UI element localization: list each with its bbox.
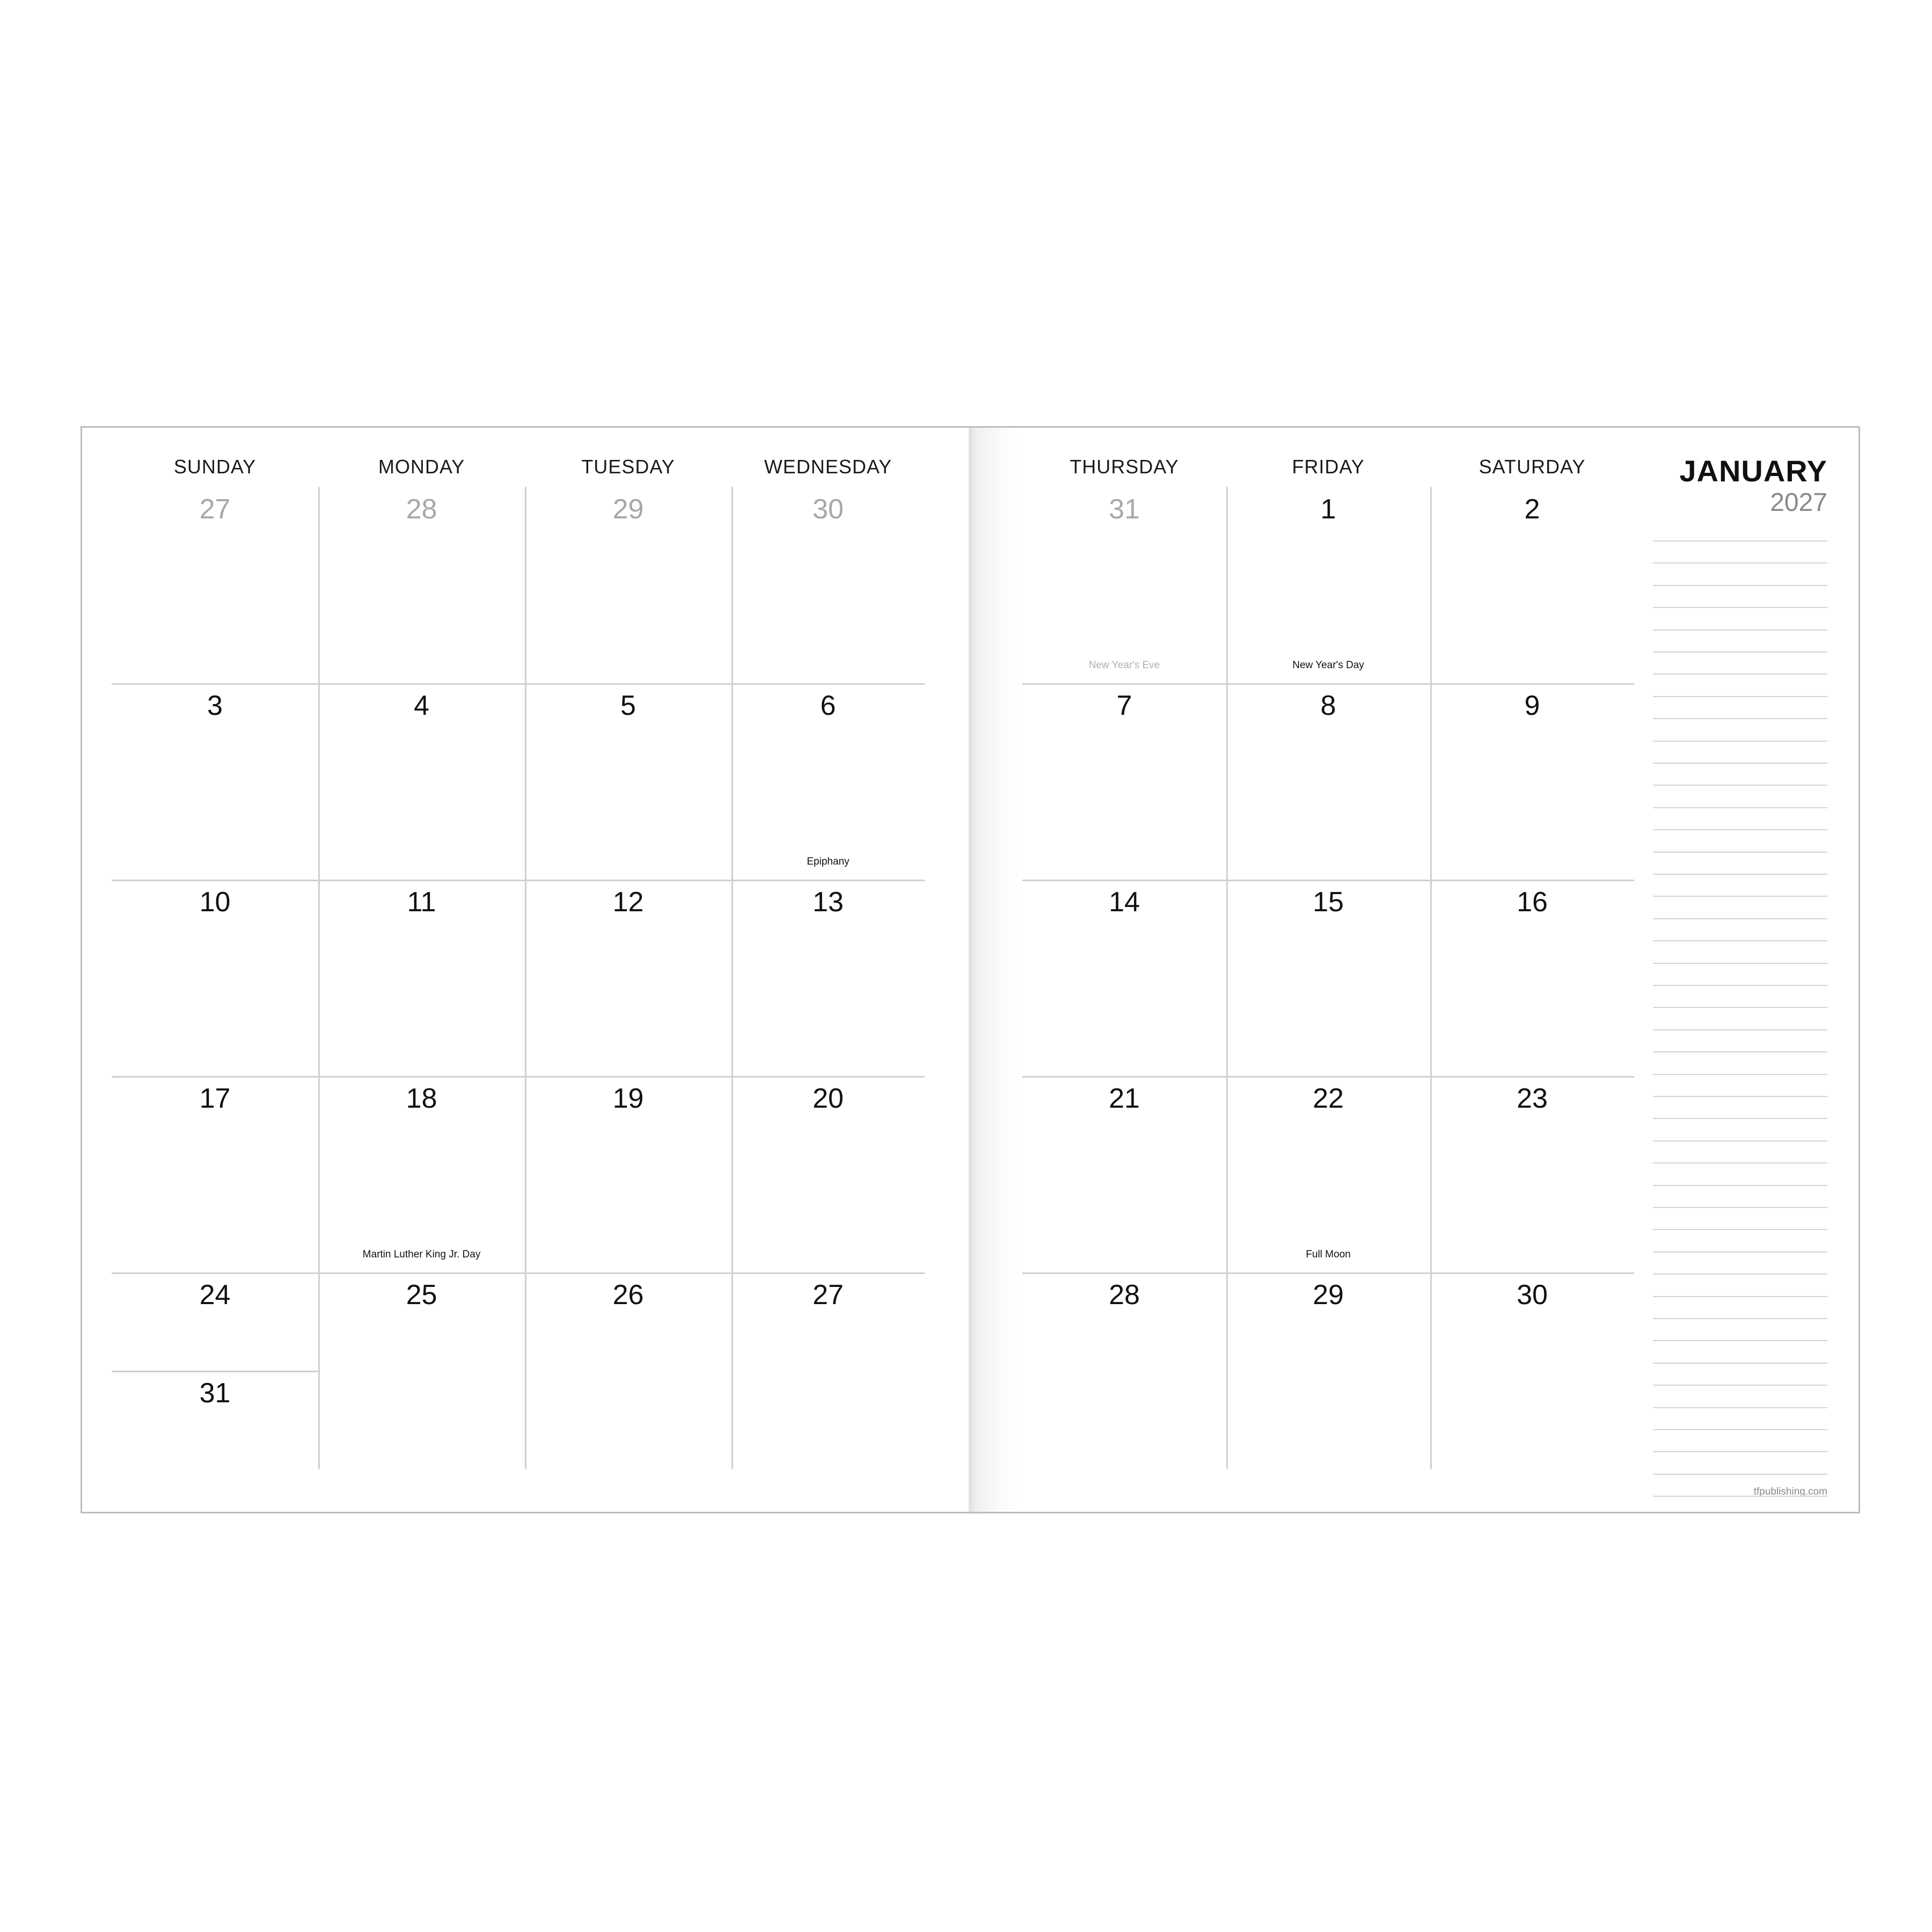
day-number: 25 xyxy=(406,1279,437,1311)
day-cell[interactable] xyxy=(525,487,731,683)
day-cell[interactable] xyxy=(1226,683,1430,880)
day-number: 27 xyxy=(199,494,231,525)
day-number: 9 xyxy=(1524,690,1540,721)
day-number: 31 xyxy=(199,1378,231,1409)
notes-line[interactable] xyxy=(1653,540,1827,541)
publisher-url: tfpublishing.com xyxy=(1753,1486,1827,1497)
day-cell[interactable] xyxy=(112,487,318,683)
day-number: 19 xyxy=(612,1083,644,1114)
notes-line[interactable] xyxy=(1653,1185,1827,1186)
day-number: 26 xyxy=(612,1279,644,1311)
notes-line[interactable] xyxy=(1653,852,1827,853)
notes-line[interactable] xyxy=(1653,1274,1827,1275)
notes-line[interactable] xyxy=(1653,1407,1827,1408)
notes-line[interactable] xyxy=(1653,1029,1827,1030)
binding-gutter xyxy=(969,428,1020,1512)
notes-line[interactable] xyxy=(1653,585,1827,586)
notes-line[interactable] xyxy=(1653,874,1827,875)
day-cell[interactable] xyxy=(1226,880,1430,1076)
day-header-tuesday: TUESDAY xyxy=(581,456,675,478)
notes-line[interactable] xyxy=(1653,896,1827,897)
holiday-label: New Year's Eve xyxy=(1088,660,1160,671)
notes-line[interactable] xyxy=(1653,1096,1827,1097)
day-cell[interactable] xyxy=(112,880,318,1076)
day-cell[interactable] xyxy=(112,683,318,880)
notes-line[interactable] xyxy=(1653,1496,1827,1497)
day-number: 17 xyxy=(199,1083,231,1114)
day-number: 31 xyxy=(1109,494,1140,525)
notes-line[interactable] xyxy=(1653,1252,1827,1253)
month-title: JANUARY xyxy=(1679,454,1827,488)
day-cell[interactable] xyxy=(318,1272,525,1469)
notes-line[interactable] xyxy=(1653,674,1827,675)
day-cell[interactable] xyxy=(1430,1076,1634,1272)
left-page xyxy=(112,428,925,1512)
holiday-label: New Year's Day xyxy=(1292,660,1364,671)
day-cell[interactable] xyxy=(731,683,925,880)
day-cell[interactable] xyxy=(1022,487,1226,683)
notes-line[interactable] xyxy=(1653,1474,1827,1475)
day-number: 14 xyxy=(1109,887,1140,918)
day-number: 12 xyxy=(612,887,644,918)
day-header-wednesday: WEDNESDAY xyxy=(764,456,892,478)
notes-line[interactable] xyxy=(1653,918,1827,919)
day-number: 16 xyxy=(1517,887,1548,918)
split-cell-separator xyxy=(112,1371,318,1372)
day-cell[interactable] xyxy=(731,1272,925,1469)
day-number: 29 xyxy=(1313,1279,1344,1311)
notes-line[interactable] xyxy=(1653,630,1827,631)
day-cell[interactable] xyxy=(318,487,525,683)
notes-line[interactable] xyxy=(1653,1207,1827,1208)
notes-line[interactable] xyxy=(1653,1318,1827,1319)
notes-line[interactable] xyxy=(1653,1363,1827,1364)
planner-spread xyxy=(80,426,1860,1513)
day-cell[interactable] xyxy=(112,1272,318,1469)
day-cell[interactable] xyxy=(525,1076,731,1272)
day-number: 30 xyxy=(813,494,844,525)
notes-line[interactable] xyxy=(1653,829,1827,830)
notes-line[interactable] xyxy=(1653,652,1827,653)
day-cell[interactable] xyxy=(1430,683,1634,880)
day-cell[interactable] xyxy=(525,683,731,880)
notes-line[interactable] xyxy=(1653,763,1827,764)
day-number: 20 xyxy=(813,1083,844,1114)
day-cell[interactable] xyxy=(1022,1076,1226,1272)
day-cell[interactable] xyxy=(318,683,525,880)
day-cell[interactable] xyxy=(731,880,925,1076)
day-number: 28 xyxy=(406,494,437,525)
day-cell[interactable] xyxy=(1226,487,1430,683)
day-cell[interactable] xyxy=(731,487,925,683)
day-header-thursday: THURSDAY xyxy=(1070,456,1179,478)
day-cell[interactable] xyxy=(318,880,525,1076)
notes-line[interactable] xyxy=(1653,1074,1827,1075)
notes-line[interactable] xyxy=(1653,718,1827,719)
day-cell[interactable] xyxy=(1022,1272,1226,1469)
day-header-friday: FRIDAY xyxy=(1292,456,1365,478)
holiday-label: Martin Luther King Jr. Day xyxy=(362,1249,481,1260)
day-cell[interactable] xyxy=(1226,1272,1430,1469)
notes-line[interactable] xyxy=(1653,1118,1827,1119)
day-header-sunday: SUNDAY xyxy=(173,456,257,478)
day-header-saturday: SATURDAY xyxy=(1479,456,1586,478)
notes-line[interactable] xyxy=(1653,985,1827,986)
day-cell[interactable] xyxy=(112,1076,318,1272)
day-number: 30 xyxy=(1517,1279,1548,1311)
day-number: 13 xyxy=(813,887,844,918)
notes-line[interactable] xyxy=(1653,963,1827,964)
day-header-monday: MONDAY xyxy=(378,456,465,478)
day-cell[interactable] xyxy=(1430,1272,1634,1469)
day-number: 10 xyxy=(199,887,231,918)
day-cell[interactable] xyxy=(1430,487,1634,683)
day-number: 11 xyxy=(407,887,436,918)
year-label: 2027 xyxy=(1770,488,1827,517)
notes-line[interactable] xyxy=(1653,807,1827,808)
notes-line[interactable] xyxy=(1653,1007,1827,1008)
notes-line[interactable] xyxy=(1653,562,1827,564)
binding-gutter-edge xyxy=(969,428,976,1512)
notes-line[interactable] xyxy=(1653,1051,1827,1052)
day-cell[interactable] xyxy=(1022,880,1226,1076)
day-cell[interactable] xyxy=(731,1076,925,1272)
day-number: 8 xyxy=(1320,690,1336,721)
day-number: 21 xyxy=(1109,1083,1140,1114)
day-cell[interactable] xyxy=(1430,880,1634,1076)
right-page xyxy=(1022,428,1860,1512)
notes-line[interactable] xyxy=(1653,1296,1827,1297)
day-number: 29 xyxy=(612,494,644,525)
day-number: 3 xyxy=(207,690,223,721)
notes-line[interactable] xyxy=(1653,940,1827,941)
day-number: 18 xyxy=(406,1083,437,1114)
day-number: 4 xyxy=(414,690,429,721)
notes-line[interactable] xyxy=(1653,785,1827,786)
day-number: 1 xyxy=(1320,494,1336,525)
notes-line[interactable] xyxy=(1653,1340,1827,1341)
notes-line[interactable] xyxy=(1653,1162,1827,1163)
day-number: 15 xyxy=(1313,887,1344,918)
day-number: 27 xyxy=(813,1279,844,1311)
holiday-label: Full Moon xyxy=(1306,1249,1351,1260)
day-number: 24 xyxy=(199,1279,231,1311)
notes-line[interactable] xyxy=(1653,1140,1827,1141)
day-number: 28 xyxy=(1109,1279,1140,1311)
notes-line[interactable] xyxy=(1653,1229,1827,1230)
notes-line[interactable] xyxy=(1653,1451,1827,1452)
notes-line[interactable] xyxy=(1653,1429,1827,1430)
notes-line[interactable] xyxy=(1653,1385,1827,1386)
notes-line[interactable] xyxy=(1653,741,1827,742)
day-number: 2 xyxy=(1524,494,1540,525)
day-cell[interactable] xyxy=(1022,683,1226,880)
day-number: 5 xyxy=(620,690,636,721)
day-cell[interactable] xyxy=(1226,1076,1430,1272)
notes-line[interactable] xyxy=(1653,696,1827,697)
day-cell[interactable] xyxy=(525,1272,731,1469)
day-number: 6 xyxy=(820,690,836,721)
holiday-label: Epiphany xyxy=(807,856,850,867)
notes-line[interactable] xyxy=(1653,607,1827,608)
day-number: 7 xyxy=(1116,690,1132,721)
day-number: 23 xyxy=(1517,1083,1548,1114)
day-cell[interactable] xyxy=(318,1076,525,1272)
day-number: 22 xyxy=(1313,1083,1344,1114)
day-cell[interactable] xyxy=(525,880,731,1076)
